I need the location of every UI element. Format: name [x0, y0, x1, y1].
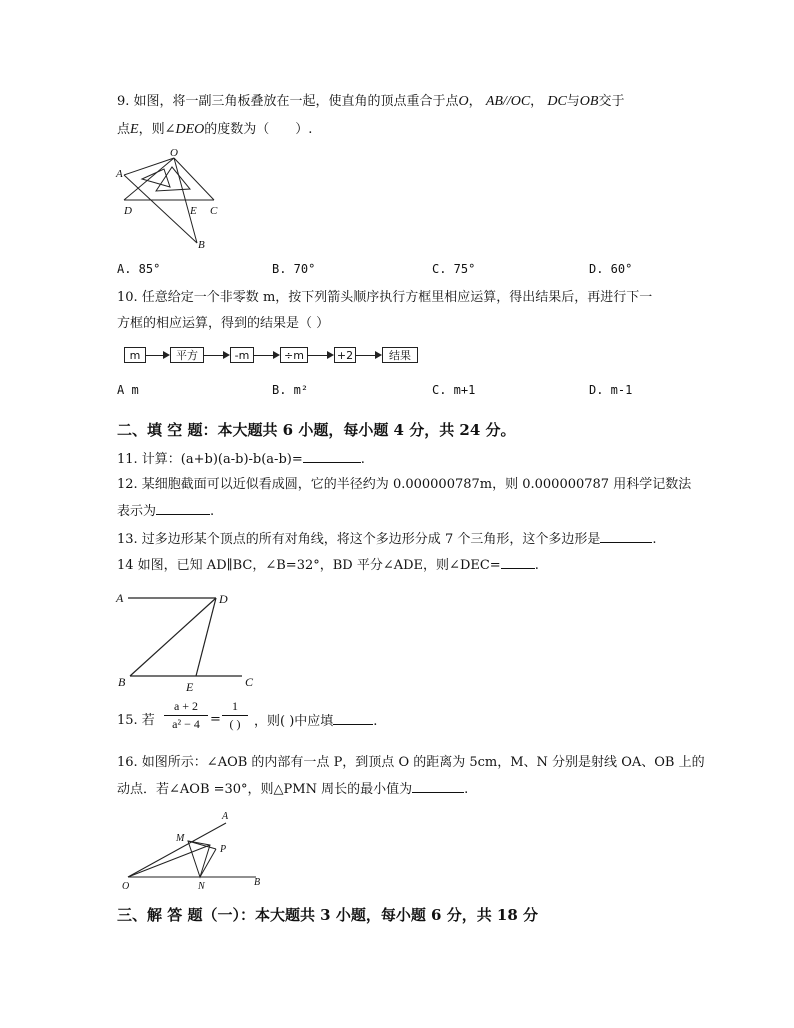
q10-box-result: 结果: [382, 347, 418, 363]
q12-end: .: [210, 504, 215, 519]
q9-label-o: O: [170, 147, 178, 159]
q10-box-divide-m: ÷m: [280, 347, 308, 363]
q9-option-c[interactable]: C. 75°: [432, 262, 476, 276]
q16-answer-blank[interactable]: [412, 780, 464, 793]
q10-arrow-3: [254, 355, 278, 356]
q16-line2: [117, 780, 468, 799]
q9-sep2: ，: [530, 94, 544, 109]
q16-line1: 16. 如图所示：∠AOB 的内部有一点 P，到顶点 O 的距离为 5cm，M、N 分别是射线 OA、OB 上的: [117, 755, 705, 770]
q14-figure: [112, 588, 267, 694]
q11-end: .: [360, 452, 365, 467]
q9-angle-deo: DEO: [175, 122, 205, 137]
q15-right-numerator: 1: [232, 699, 238, 713]
q15-left-numerator: a + 2: [173, 699, 199, 713]
q9-figure: [112, 145, 222, 250]
q16-end: .: [464, 782, 469, 797]
q10-box-plus-2: +2: [334, 347, 356, 363]
q16-label-m: M: [176, 833, 185, 844]
q9-label-c: C: [210, 205, 218, 217]
q14-label-b: B: [118, 675, 126, 689]
q9-option-b[interactable]: B. 70°: [272, 262, 316, 276]
q16-text: 动点．若∠AOB =30°，则△PMN 周长的最小值为: [117, 782, 413, 797]
q11: [117, 450, 365, 469]
q14-label-e: E: [186, 680, 194, 694]
q9-label-b: B: [198, 239, 205, 250]
q10-option-b[interactable]: B. m²: [272, 383, 309, 397]
q16-label-a: A: [222, 811, 229, 822]
q15-end: .: [373, 714, 378, 729]
q15-prefix: 15. 若: [117, 713, 155, 728]
q9-mid: 与: [566, 94, 580, 109]
q14-text: 14 如图，已知 AD∥BC，∠B=32°，BD 平分∠ADE，则∠DEC=: [117, 558, 501, 573]
q9-end: 交于: [598, 94, 625, 109]
q9-label-a: A: [116, 168, 123, 180]
q14-label-c: C: [245, 675, 254, 689]
q13: [117, 530, 656, 549]
q15-right-fraction: [222, 699, 248, 732]
q9-sep1: ，: [468, 94, 482, 109]
q9-point-e: E: [130, 122, 139, 137]
section-3-title: 三、解 答 题（一）：本大题共 3 小题，每小题 6 分，共 18 分: [117, 906, 539, 924]
q9-option-a[interactable]: A. 85°: [117, 262, 161, 276]
q9-option-d[interactable]: D. 60°: [589, 262, 633, 276]
q14-answer-blank[interactable]: [501, 556, 535, 569]
q10-option-d[interactable]: D. m-1: [589, 383, 633, 397]
q9-label-e: E: [190, 205, 197, 217]
q10-option-a[interactable]: A m: [117, 383, 139, 397]
q14-label-a: A: [116, 591, 124, 605]
q15-right-denominator: ( ): [229, 717, 241, 731]
q12-answer-blank[interactable]: [156, 502, 210, 515]
q16-figure: [118, 805, 268, 891]
q9-line2c: 的度数为（ ）.: [204, 122, 313, 137]
q15-right-fraction-bar: [222, 715, 248, 716]
q9-dc: DC: [547, 94, 567, 109]
q13-answer-blank[interactable]: [600, 530, 652, 543]
q16-label-n: N: [198, 881, 205, 891]
q9-line1: [117, 93, 624, 111]
q9-line2: [117, 121, 312, 139]
q13-end: .: [652, 532, 657, 547]
q13-text: 13. 过多边形某个顶点的所有对角线，将这个多边形分成 7 个三角形，这个多边形是: [117, 532, 601, 547]
q10-line2: 方框的相应运算，得到的结果是（ ）: [117, 316, 330, 331]
q16-label-b: B: [254, 877, 261, 888]
q9-text: 9. 如图，将一副三角板叠放在一起，使直角的顶点重合于点: [117, 94, 459, 109]
q10-arrow-5: [356, 355, 380, 356]
q14: [117, 556, 539, 575]
q10-box-m: m: [124, 347, 146, 363]
q15-equals: =: [210, 712, 221, 727]
q10-arrow-2: [204, 355, 228, 356]
q10-box-square: 平方: [170, 347, 204, 363]
q15-left-denominator: a² − 4: [172, 717, 200, 731]
q16-label-o: O: [122, 881, 130, 891]
q9-parallel: AB//OC: [485, 94, 531, 109]
q12-line2: [117, 502, 214, 521]
q12-text: 表示为: [117, 504, 157, 519]
q15-answer-blank[interactable]: [333, 712, 373, 725]
q15-left-fraction: [164, 699, 208, 732]
q9-line2b: ，则∠: [138, 122, 176, 137]
q12-line1: 12. 某细胞截面可以近似看成圆，它的半径约为 0.000000787m，则 0.000000787 用科学记数法: [117, 477, 692, 492]
q10-box-minus-m: -m: [230, 347, 254, 363]
q14-end: .: [534, 558, 539, 573]
q11-text: 11. 计算：(a+b)(a-b)-b(a-b)=: [117, 452, 303, 467]
q9-label-d: D: [124, 205, 132, 217]
q16-label-p: P: [220, 844, 227, 855]
q15-suffix-text: ，则( )中应填: [254, 714, 334, 729]
q10-arrow-1: [146, 355, 168, 356]
q11-answer-blank[interactable]: [303, 450, 361, 463]
q9-point-o: O: [458, 94, 469, 109]
q9-ob: OB: [579, 94, 599, 109]
q10-option-c[interactable]: C. m+1: [432, 383, 476, 397]
q15-left-fraction-bar: [164, 715, 208, 716]
q10-arrow-4: [308, 355, 332, 356]
q10-line1: 10. 任意给定一个非零数 m，按下列箭头顺序执行方框里相应运算，得出结果后，再进行下一: [117, 290, 653, 305]
q14-label-d: D: [219, 592, 228, 606]
q9-line2a: 点: [117, 122, 131, 137]
section-2-title: 二、填 空 题：本大题共 6 小题，每小题 4 分，共 24 分。: [117, 421, 516, 439]
q15-suffix: [254, 712, 377, 731]
